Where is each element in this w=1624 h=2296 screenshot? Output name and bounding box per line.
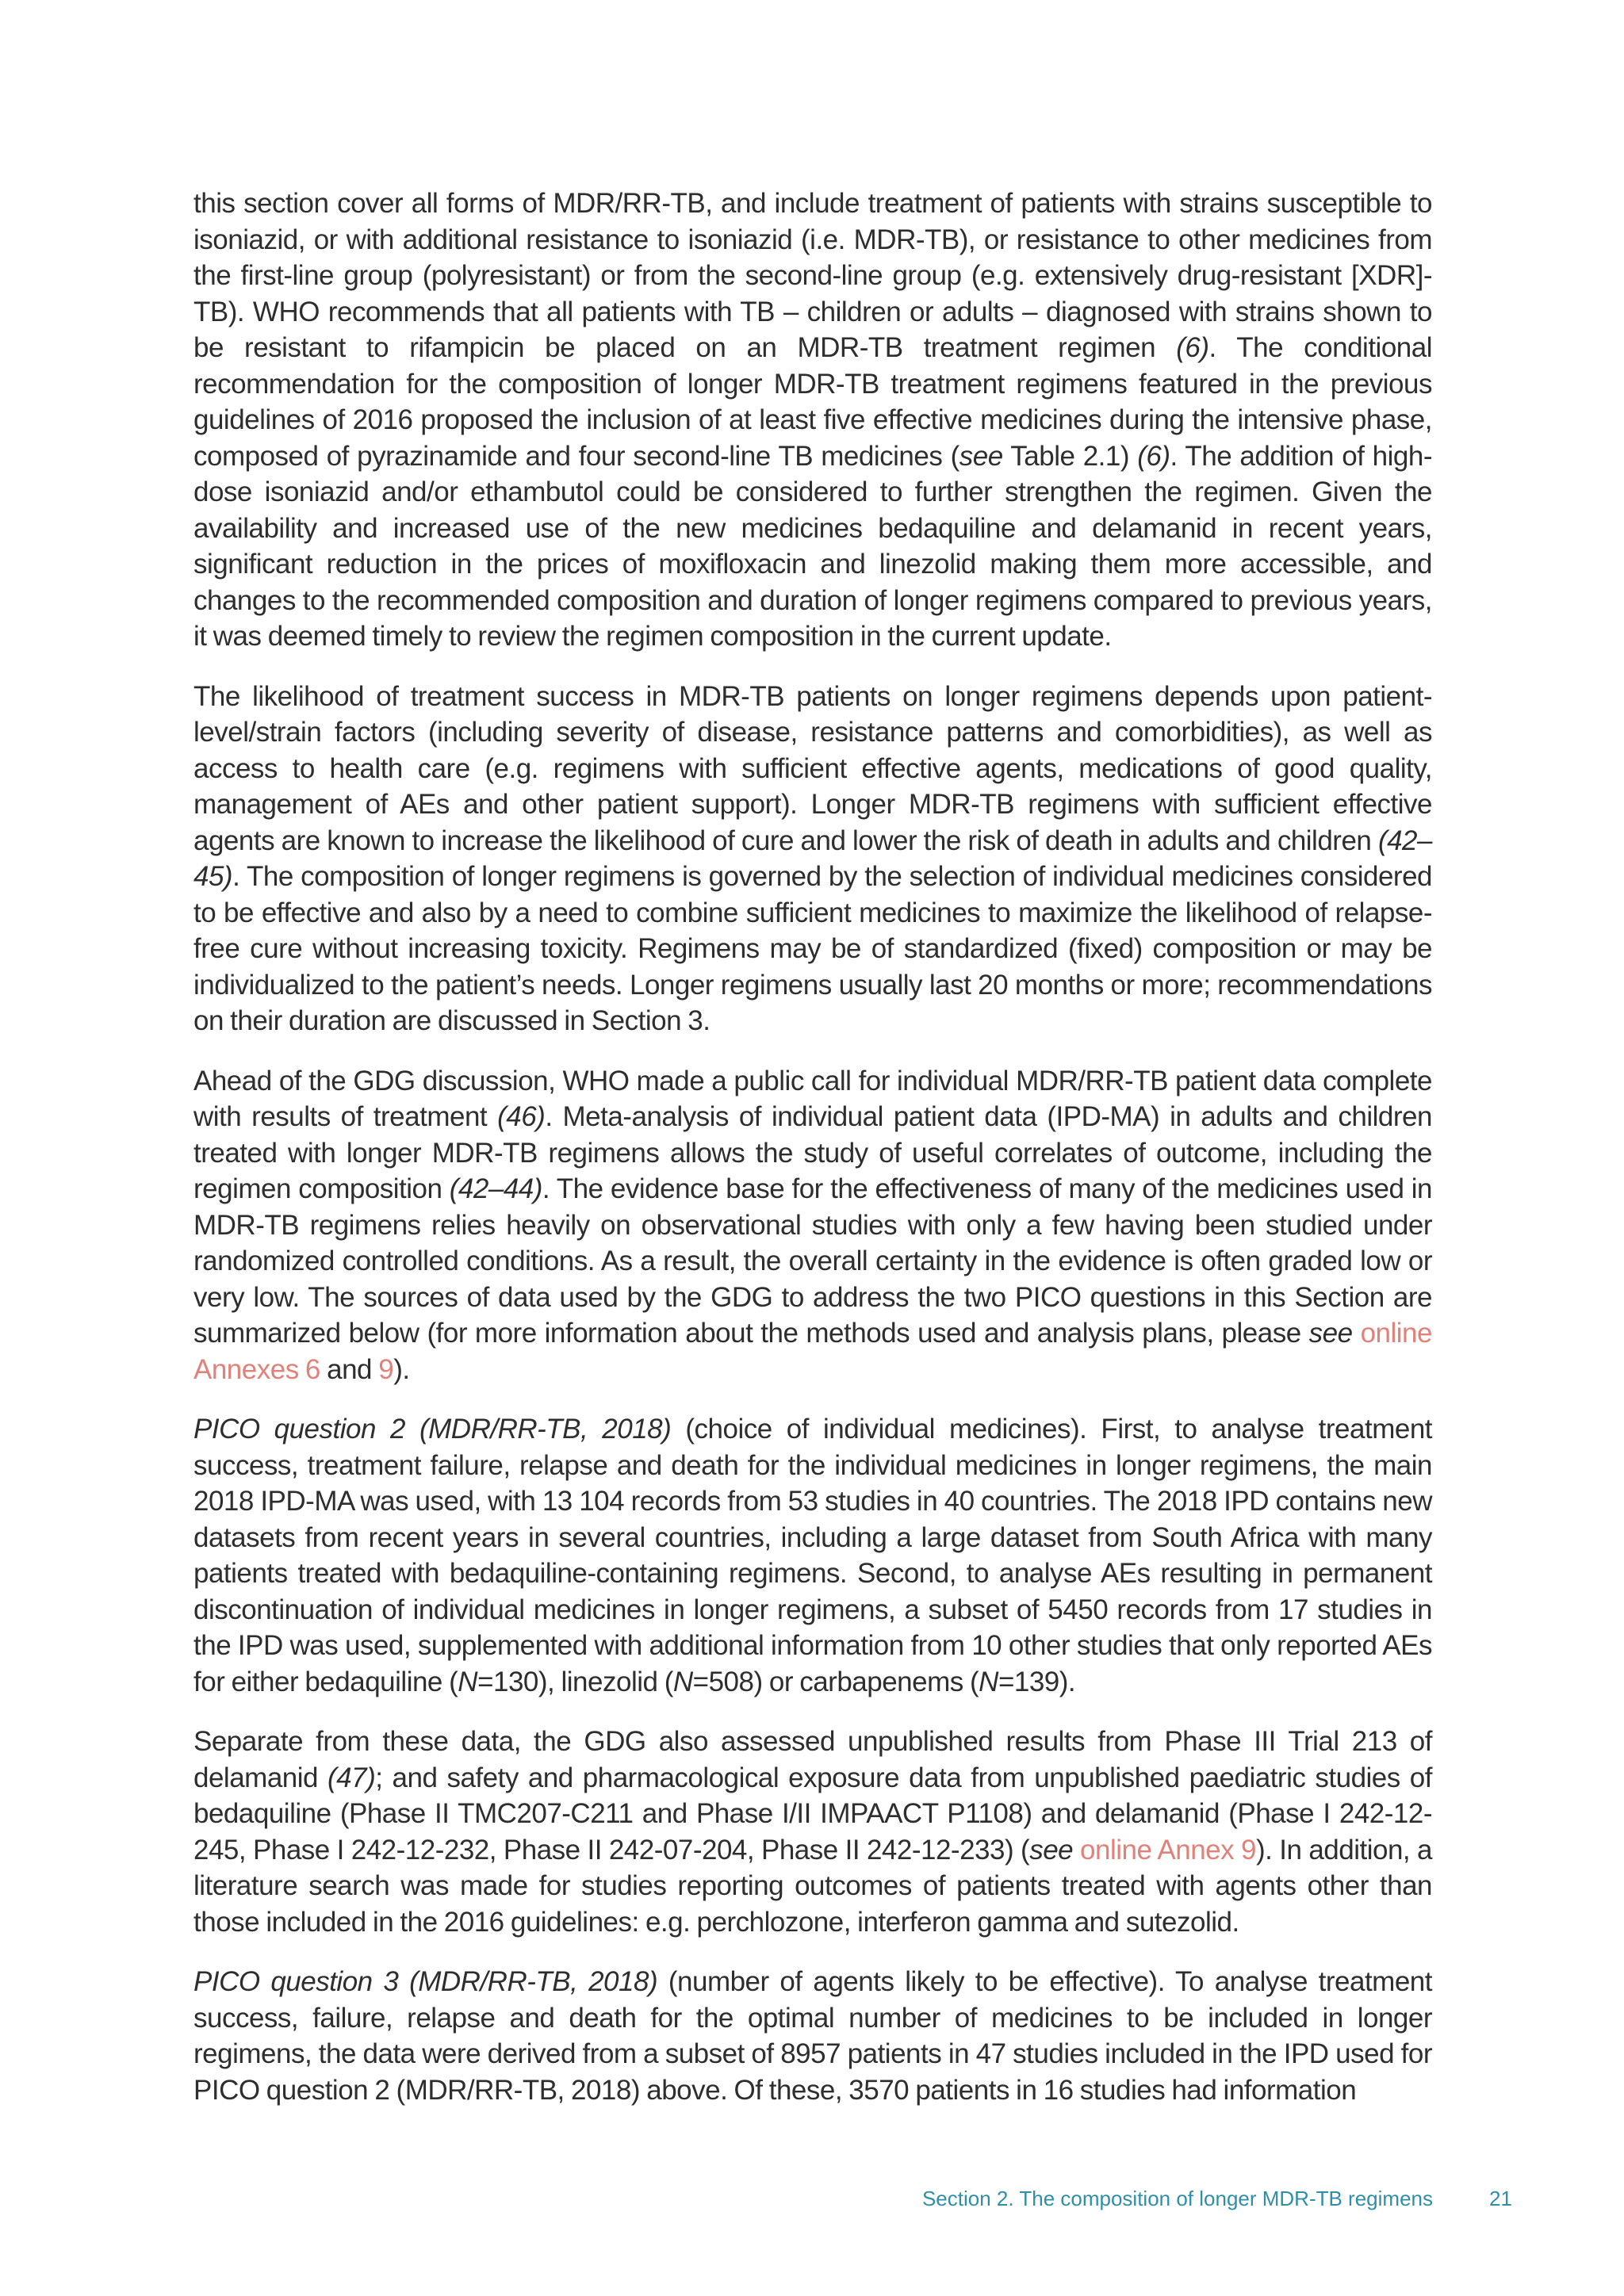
paragraph-likelihood [193, 679, 1432, 1039]
annex-link[interactable]: 9 [378, 1353, 394, 1385]
page-number: 21 [1489, 2187, 1512, 2210]
text-run: Table 2.1) [1002, 440, 1138, 472]
text-run: . The evidence base for the effectiveness of many of the medicines used in MDR-TB regimens relies heavily on observational studies with only a few having been studied under randomized controlled conditions. As a result, the overall certainty in the evidence is often graded low or very low. The sources of data used by the GDG to address the two PICO questions in this Section are summarized below (for more information about the methods used and analysis plans, please [193, 1173, 1433, 1349]
italic-text: (42–45) [193, 825, 1432, 892]
paragraph-pico-2 [193, 1411, 1432, 1700]
text-run: . The composition of longer regimens is governed by the selection of individual medicines considered to be effective and also by a need to combine sufficient medicines to maximize the likelihood of relapse-free cure without increasing toxicity. Regimens may be of standardized (fixed) composition or may be individualized to the patient’s needs. Longer regimens usually last 20 months or more; recommendations on their duration are discussed in Section 3. [193, 861, 1432, 1036]
italic-text: (42–44) [449, 1173, 542, 1204]
italic-text: see [1308, 1318, 1353, 1349]
italic-text: (6) [1176, 332, 1209, 363]
italic-text: (46) [497, 1101, 546, 1132]
italic-text: N [458, 1666, 478, 1697]
paragraph-pico-3 [193, 1964, 1432, 2108]
paragraph-additional-data [193, 1724, 1432, 1940]
text-run: =130), linezolid ( [477, 1666, 673, 1697]
text-run: =139). [998, 1666, 1076, 1697]
text-run: . The conditional recommendation for the composition of longer MDR-TB treatment regimens featured in the previous guidelines of 2016 proposed the inclusion of at least five effective medicines during the intensive phase, composed of pyrazinamide and four second-line TB medicines ( [193, 332, 1432, 472]
annex-link[interactable]: online Annexes 6 [193, 1318, 1432, 1385]
text-run: ). In addition, a literature search was made for studies reporting outcomes of patients treated with agents other than those included in the 2016 guidelines: e.g. perchlozone, interferon gamma and sutezolid. [193, 1834, 1433, 1938]
page-footer [0, 2187, 1624, 2218]
text-run: ). [393, 1353, 410, 1385]
italic-text: N [672, 1666, 693, 1697]
italic-text: (47) [327, 1762, 376, 1793]
italic-text: PICO question 3 (MDR/RR-TB, 2018) [193, 1966, 658, 1997]
footer-section-title: Section 2. The composition of longer MDR-TB regimens [921, 2187, 1433, 2210]
text-run: . The addition of high-dose isoniazid and/or ethambutol could be considered to further strengthen the regimen. Given the availability and increased use of the new medicines bedaquiline and delamanid in recent years, significant reduction in the prices of moxifloxacin and linezolid making them more accessible, and changes to the recommended composition and duration of longer regimens compared to previous years, it was deemed timely to review the regimen composition in the current update. [193, 440, 1432, 652]
italic-text: see [959, 440, 1003, 472]
text-run: . Meta-analysis of individual patient data (IPD-MA) in adults and children treated with longer MDR-TB regimens allows the study of useful correlates of outcome, including the regimen composition [193, 1101, 1432, 1204]
italic-text: PICO question 2 (MDR/RR-TB, 2018) [193, 1414, 672, 1445]
text-run: and [320, 1353, 379, 1385]
text-run: (choice of individual medicines). First, to analyse treatment success, treatment failure, relapse and death for the individual medicines in longer regimens, the main 2018 IPD-MA was used, with 13 104 records from 53 studies in 40 countries. The 2018 IPD contains new datasets from recent years in several countries, including a large dataset from South Africa with many patients treated with bedaquiline-containing regimens. Second, to analyse AEs resulting in permanent discontinuation of individual medicines in longer regimens, a subset of 5450 records from 17 studies in the IPD was used, supplemented with additional information from 10 other studies that only reported AEs for either bedaquiline ( [193, 1414, 1433, 1697]
text-run: ; and safety and pharmacological exposure data from unpublished paediatric studies of bedaquiline (Phase II TMC207-C211 and Phase I/II IMPAACT P1108) and delamanid (Phase I 242-12-245, Phase I 242-12-232, Phase II 242-07-204, Phase II 242-12-233) ( [193, 1762, 1432, 1866]
text-run: (number of agents likely to be effective). To analyse treatment success, failure, relapse and death for the optimal number of medicines to be included in longer regimens, the data were derived from a subset of 8957 patients in 47 studies included in the IPD used for PICO question 2 (MDR/RR-TB, 2018) above. Of these, 3570 patients in 16 studies had information [193, 1966, 1432, 2106]
text-run: Ahead of the GDG discussion, WHO made a public call for individual MDR/RR-TB patient data complete with results of treatment [193, 1065, 1432, 1132]
text-run [1353, 1318, 1361, 1349]
italic-text: see [1029, 1834, 1074, 1866]
text-run: =508) or carbapenems ( [692, 1666, 979, 1697]
italic-text: (6) [1137, 440, 1170, 472]
italic-text: N [979, 1666, 998, 1697]
paragraph-scope [193, 186, 1432, 655]
paragraph-evidence-sources [193, 1063, 1432, 1388]
text-run: The likelihood of treatment success in MDR-TB patients on longer regimens depends upon patient-level/strain factors (including severity of disease, resistance patterns and comorbidities), as well as access to health care (e.g. regimens with sufficient effective agents, medications of good quality, management of AEs and other patient support). Longer MDR-TB regimens with sufficient effective agents are known to increase the likelihood of cure and lower the risk of death in adults and children [193, 680, 1432, 856]
text-run: this section cover all forms of MDR/RR-TB, and include treatment of patients with strains susceptible to isoniazid, or with additional resistance to isoniazid (i.e. MDR-TB), or resistance to other medicines from the first-line group (polyresistant) or from the second-line group (e.g. extensively drug-resistant [XDR]-TB). WHO recommends that all patients with TB – children or adults – diagnosed with strains shown to be resistant to rifampicin be placed on an MDR-TB treatment regimen [193, 188, 1432, 363]
annex-link[interactable]: online Annex 9 [1080, 1834, 1256, 1866]
text-run: Separate from these data, the GDG also assessed unpublished results from Phase III Trial 213 of delamanid [193, 1726, 1432, 1793]
page-body [193, 186, 1432, 2132]
text-run [1073, 1835, 1080, 1866]
